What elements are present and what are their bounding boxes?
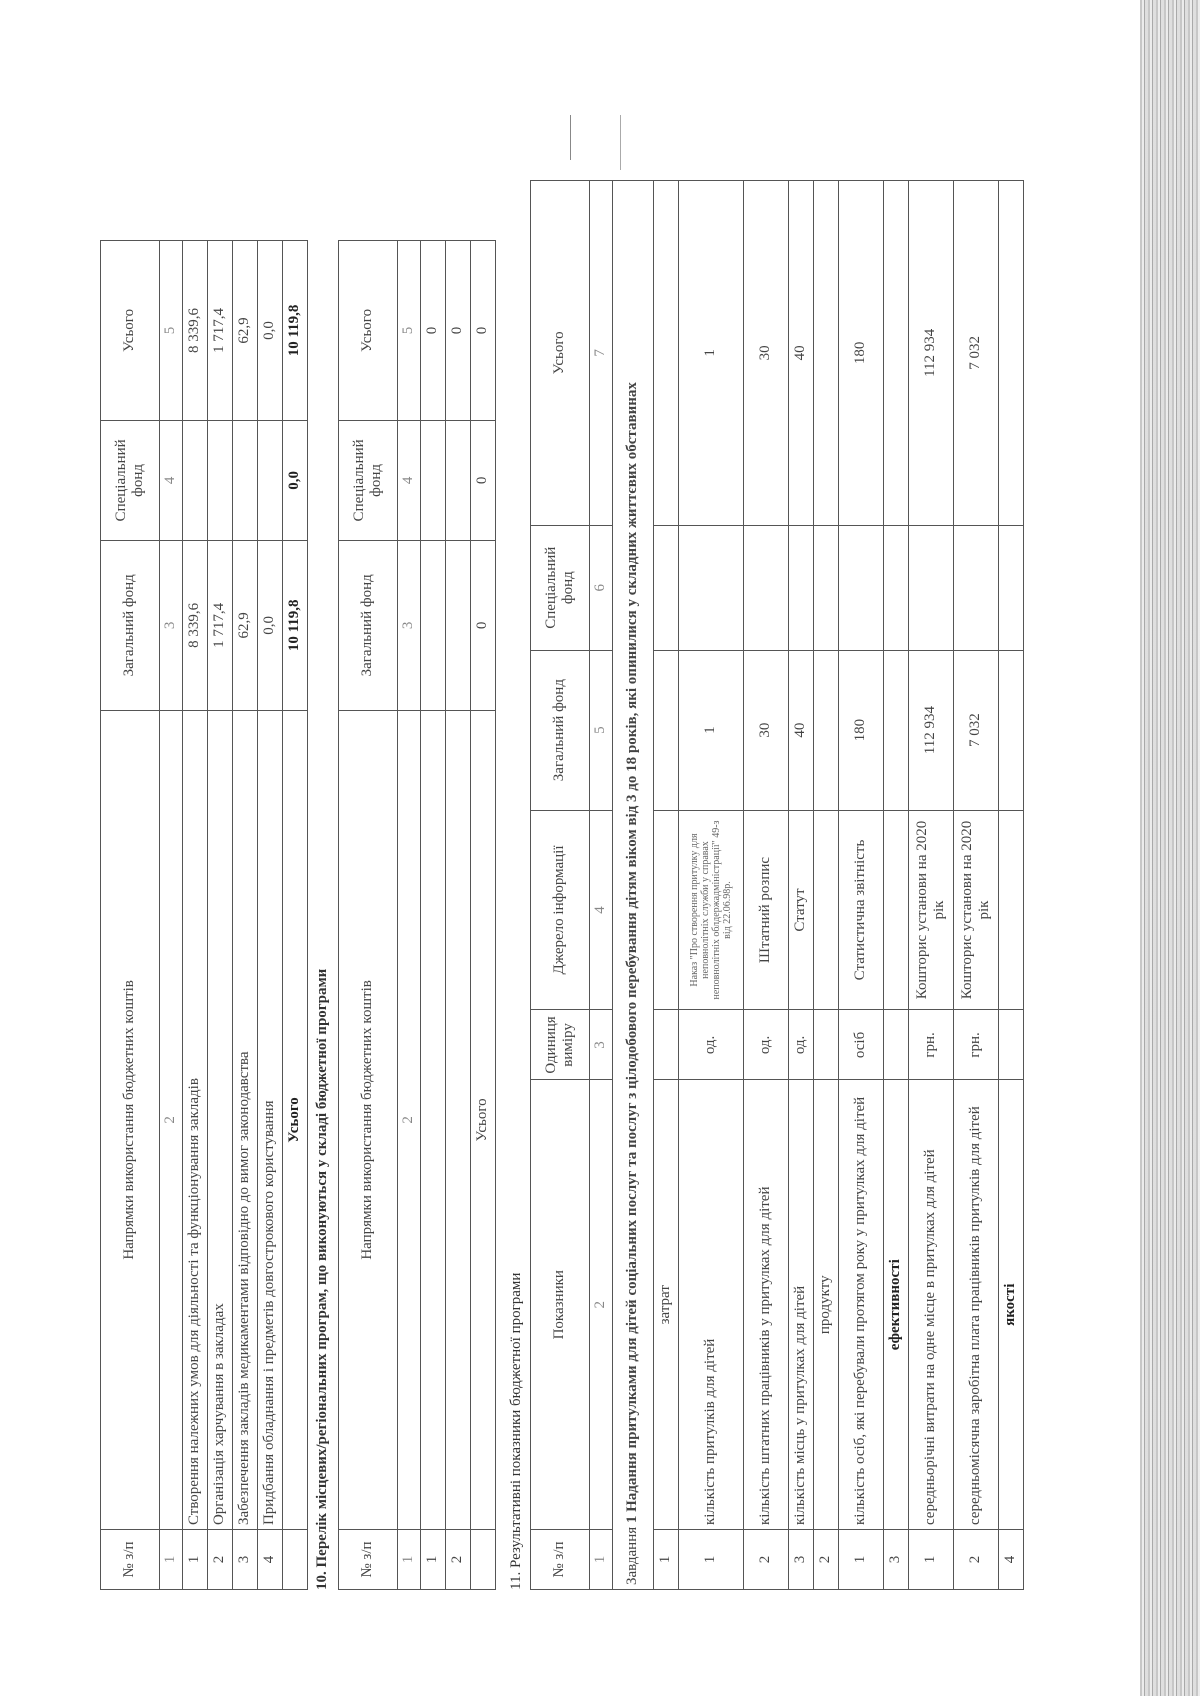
total-value: 1 717,4 (208, 241, 233, 421)
header-cell: Показники (531, 1080, 590, 1530)
table-total-row (283, 241, 308, 1590)
category-label: продукту (814, 1080, 839, 1530)
general-fund-value (421, 540, 446, 710)
row-number: 1 (679, 1530, 744, 1590)
direction-text: Придбання обладнання і предметів довгострокового користування (258, 710, 283, 1529)
row-number (471, 1530, 496, 1590)
table-header-row (101, 241, 160, 1590)
category-label: затрат (654, 1080, 679, 1530)
section-title: Результативні показники бюджетної програми (508, 1272, 524, 1569)
table-row (233, 241, 258, 1590)
task-text: 1 Надання притулками для дітей соціальних послуг та послуг з цілодобового перебування дітям віком від 3 до 18 років, які опинилися у складних життєвих обставинах (624, 382, 641, 1524)
indicator-name: середньомісячна заробітна плата працівників притулків для дітей (954, 1080, 999, 1530)
category-row (654, 181, 679, 1590)
index-cell: 1 (160, 1530, 183, 1590)
row-number: 2 (208, 1530, 233, 1590)
header-cell: Одиниця виміру (531, 1010, 590, 1080)
section-title: Перелік місцевих/регіональних програм, що виконуються у складі бюджетної програми (314, 968, 330, 1568)
grand-total: 0 (471, 241, 496, 421)
total-value: 7 032 (954, 181, 999, 526)
unit: осіб (839, 1010, 884, 1080)
general-fund-value: 40 (789, 650, 814, 810)
indicator-name: кількість притулків для дітей (679, 1080, 744, 1530)
row-number: 1 (183, 1530, 208, 1590)
table-row (789, 181, 814, 1590)
index-cell: 5 (160, 241, 183, 421)
header-cell: Усього (339, 241, 398, 421)
info-source: Кошторис установи на 2020 рік (954, 810, 999, 1010)
special-fund-value (233, 420, 258, 540)
indicator-name: кількість місць у притулках для дітей (789, 1080, 814, 1530)
index-cell: 3 (398, 540, 421, 710)
header-cell: Напрямки використання бюджетних коштів (101, 710, 160, 1529)
unit: од. (679, 1010, 744, 1080)
header-cell: Спеціальний фонд (101, 420, 160, 540)
general-fund-value: 1 717,4 (208, 540, 233, 710)
special-fund-value (839, 525, 884, 650)
row-number (283, 1530, 308, 1590)
section-number: 11. (508, 1571, 524, 1590)
general-fund-value: 1 (679, 650, 744, 810)
table-row (258, 241, 283, 1590)
index-cell: 1 (590, 1530, 613, 1590)
special-fund-value (679, 525, 744, 650)
index-cell: 3 (160, 540, 183, 710)
row-number: 2 (814, 1530, 839, 1590)
table-header-row (339, 241, 398, 1590)
scan-edge (1140, 0, 1200, 1696)
general-fund-value (446, 540, 471, 710)
table-budget-directions (100, 240, 308, 1590)
section-11-heading (508, 1273, 525, 1590)
total-value: 0,0 (258, 241, 283, 421)
row-number: 3 (789, 1530, 814, 1590)
table-index-row (398, 241, 421, 1590)
general-fund-value: 7 032 (954, 650, 999, 810)
task-row (613, 181, 654, 1590)
index-cell: 2 (160, 710, 183, 1529)
table-row (208, 241, 233, 1590)
indicator-name: кількість штатних працівників у притулках для дітей (744, 1080, 789, 1530)
direction-text (421, 710, 446, 1529)
header-cell: № з/п (339, 1530, 398, 1590)
unit: грн. (954, 1010, 999, 1080)
category-label: якості (999, 1080, 1024, 1530)
table-row (446, 241, 471, 1590)
index-cell: 3 (590, 1010, 613, 1080)
direction-text: Організація харчування в закладах (208, 710, 233, 1529)
row-number: 1 (839, 1530, 884, 1590)
table-row (839, 181, 884, 1590)
unit: од. (744, 1010, 789, 1080)
indicator-name: середньорічні витрати на одне місце в притулках для дітей (909, 1080, 954, 1530)
info-source: Статут (789, 810, 814, 1010)
indicator-name: кількість осіб, які перебували протягом року у притулках для дітей (839, 1080, 884, 1530)
general-fund-value: 180 (839, 650, 884, 810)
special-fund-value (183, 420, 208, 540)
info-source: Штатний розпис (744, 810, 789, 1010)
table-row (679, 181, 744, 1590)
table-row (909, 181, 954, 1590)
row-number: 1 (654, 1530, 679, 1590)
table-local-programs (338, 240, 496, 1590)
category-row (814, 181, 839, 1590)
row-number: 3 (884, 1530, 909, 1590)
total-value: 8 339,6 (183, 241, 208, 421)
header-cell: Усього (531, 181, 590, 526)
index-cell: 4 (398, 420, 421, 540)
total-value: 180 (839, 181, 884, 526)
header-cell: Загальний фонд (339, 540, 398, 710)
total-value: 1 (679, 181, 744, 526)
total-label: Усього (471, 710, 496, 1529)
header-cell: № з/п (531, 1530, 590, 1590)
general-fund-total: 0 (471, 540, 496, 710)
header-cell: Спеціальний фонд (339, 420, 398, 540)
row-number: 1 (909, 1530, 954, 1590)
header-cell: № з/п (101, 1530, 160, 1590)
table-row (744, 181, 789, 1590)
index-cell: 6 (590, 525, 613, 650)
task-prefix: Завдання (624, 1526, 641, 1585)
index-cell: 2 (590, 1080, 613, 1530)
section-number: 10. (314, 1571, 330, 1590)
info-source: Кошторис установи на 2020 рік (909, 810, 954, 1010)
index-cell: 5 (398, 241, 421, 421)
header-cell: Напрямки використання бюджетних коштів (339, 710, 398, 1529)
category-row (884, 181, 909, 1590)
special-fund-value (258, 420, 283, 540)
row-number: 2 (954, 1530, 999, 1590)
category-label: ефективності (884, 1080, 909, 1530)
header-cell: Усього (101, 241, 160, 421)
special-fund-value (909, 525, 954, 650)
special-fund-value (744, 525, 789, 650)
table-row (954, 181, 999, 1590)
table-row (183, 241, 208, 1590)
total-value: 0 (421, 241, 446, 421)
header-cell: Спеціальний фонд (531, 525, 590, 650)
table-row (421, 241, 446, 1590)
unit: грн. (909, 1010, 954, 1080)
direction-text: Створення належних умов для діяльності та функціонування закладів (183, 710, 208, 1529)
row-number: 3 (233, 1530, 258, 1590)
general-fund-total: 10 119,8 (283, 540, 308, 710)
total-value: 30 (744, 181, 789, 526)
index-cell: 7 (590, 181, 613, 526)
header-cell: Загальний фонд (531, 650, 590, 810)
rotated-document-page (100, 150, 1060, 1590)
index-cell: 4 (160, 420, 183, 540)
section-10-heading (314, 969, 331, 1590)
total-value: 40 (789, 181, 814, 526)
general-fund-value: 62,9 (233, 540, 258, 710)
table-performance-indicators (530, 180, 1024, 1590)
direction-text: Забезпечення закладів медикаментами відповідно до вимог законодавства (233, 710, 258, 1529)
table-index-row (590, 181, 613, 1590)
total-value: 112 934 (909, 181, 954, 526)
info-source: Статистична звітність (839, 810, 884, 1010)
special-fund-value (789, 525, 814, 650)
special-fund-value (954, 525, 999, 650)
row-number: 2 (744, 1530, 789, 1590)
header-cell: Джерело інформації (531, 810, 590, 1010)
header-cell: Загальний фонд (101, 540, 160, 710)
total-value: 62,9 (233, 241, 258, 421)
special-fund-total: 0,0 (283, 420, 308, 540)
table-index-row (160, 241, 183, 1590)
row-number: 4 (258, 1530, 283, 1590)
general-fund-value: 0,0 (258, 540, 283, 710)
unit: од. (789, 1010, 814, 1080)
total-value: 0 (446, 241, 471, 421)
task-cell (613, 181, 654, 1590)
special-fund-value (446, 420, 471, 540)
category-row (999, 181, 1024, 1590)
info-source: Наказ "Про створення притулку для неповнолітніх служби у справах неповнолітніх облдержадміністрації" 49-з від 22.06.98р. (679, 810, 744, 1010)
row-number: 4 (999, 1530, 1024, 1590)
general-fund-value: 8 339,6 (183, 540, 208, 710)
index-cell: 1 (398, 1530, 421, 1590)
total-label: Усього (283, 710, 308, 1529)
index-cell: 2 (398, 710, 421, 1529)
special-fund-total: 0 (471, 420, 496, 540)
table-header-row (531, 181, 590, 1590)
general-fund-value: 30 (744, 650, 789, 810)
special-fund-value (208, 420, 233, 540)
row-number: 1 (421, 1530, 446, 1590)
index-cell: 5 (590, 650, 613, 810)
general-fund-value: 112 934 (909, 650, 954, 810)
row-number: 2 (446, 1530, 471, 1590)
table-total-row (471, 241, 496, 1590)
special-fund-value (421, 420, 446, 540)
grand-total: 10 119,8 (283, 241, 308, 421)
direction-text (446, 710, 471, 1529)
index-cell: 4 (590, 810, 613, 1010)
